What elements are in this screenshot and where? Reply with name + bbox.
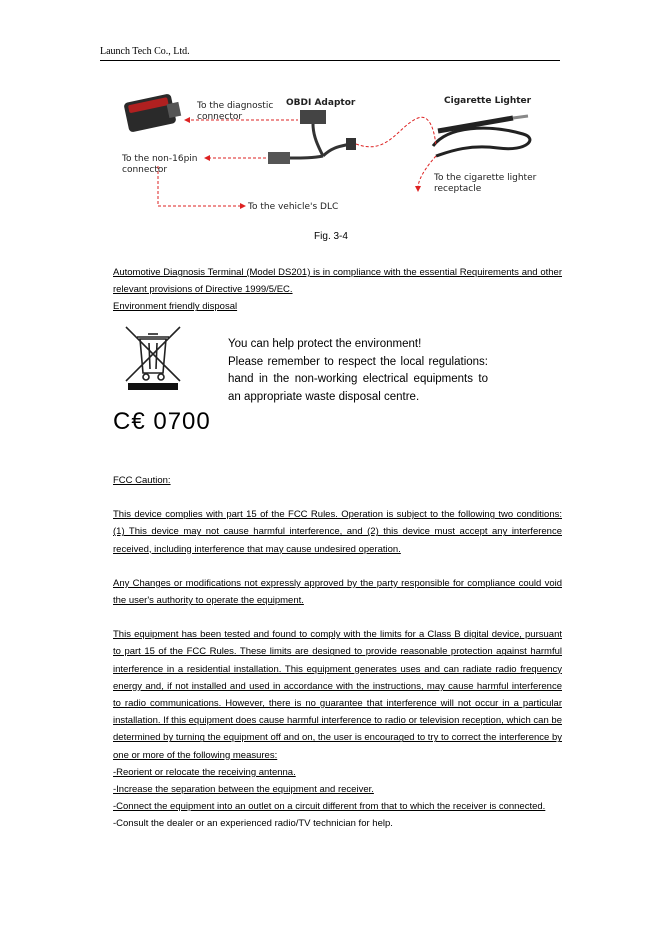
label-receptacle-2: receptacle: [434, 184, 482, 194]
label-non16-1: To the non-16pin: [122, 154, 198, 164]
fcc-section: [113, 472, 562, 833]
ce-mark: [113, 408, 211, 436]
connection-lines: [158, 117, 436, 206]
disposal-heading: Environment friendly disposal: [113, 301, 238, 313]
ce-logo: C€: [113, 408, 146, 435]
eco-line-1: You can help protect the environment!: [228, 338, 422, 350]
fcc-paragraph-1: This device complies with part 15 of the FCC Rules. Operation is subject to the following two conditions: (1) This device may not cause harmful interference, and (2) this device must accept any interference received, including interference that may cause undesired operation.: [113, 509, 562, 555]
label-diagnostic-1: To the diagnostic: [197, 101, 274, 111]
cigarette-lighter-image: [433, 116, 530, 156]
obdi-adaptor-image: [268, 110, 356, 164]
fcc-measure-1: -Reorient or relocate the receiving antenna.: [113, 766, 296, 778]
header-rule: [100, 60, 560, 61]
header-company: Launch Tech Co., Ltd.: [100, 46, 190, 57]
compliance-statement: Automotive Diagnosis Terminal (Model DS201) is in compliance with the essential Requirements and other relevant provisions of Directive 1999/5/EC.: [113, 267, 562, 296]
diagnostic-device-image: [123, 93, 181, 132]
arrow-heads: [184, 117, 421, 209]
ce-number: 0700: [153, 408, 211, 435]
label-obdi-adaptor: OBDI Adaptor: [286, 98, 356, 108]
label-cigarette-lighter: Cigarette Lighter: [444, 96, 532, 106]
label-receptacle-1: To the cigarette lighter: [434, 173, 537, 183]
fcc-measure-3: -Connect the equipment into an outlet on a circuit different from that to which the receiver is connected.: [113, 801, 546, 813]
fcc-paragraph-2: Any Changes or modifications not expressly approved by the party responsible for compliance could void the user's authority to operate the equipment.: [113, 577, 562, 607]
compliance-block: [113, 264, 562, 316]
weee-bin-icon: [122, 325, 184, 391]
label-vehicle-dlc: To the vehicle's DLC: [248, 202, 339, 212]
figure-caption: Fig. 3-4: [314, 231, 348, 242]
fcc-measure-4: -Consult the dealer or an experienced radio/TV technician for help.: [113, 818, 393, 830]
fcc-measure-2: -Increase the separation between the equipment and receiver.: [113, 784, 374, 796]
fcc-paragraph-3: This equipment has been tested and found to comply with the limits for a Class B digital device, pursuant to part 15 of the FCC Rules. These limits are designed to provide reasonable protection against harmful interference in a residential installation. This equipment generates uses and can radiate radio frequency energy and, if not installed and used in accordance with the instructions, may cause harmful interference to radio communications. However, there is no guarantee that interference will not occur in a particular installation. If this equipment does cause harmful interference to radio or television reception, which can be determined by turning the equipment off and on, the user is encouraged to try to correct the interference by one or more of the following measures:: [113, 629, 562, 761]
connection-diagram: [118, 86, 548, 224]
eco-notice: [228, 336, 488, 406]
label-diagnostic-2: connector: [197, 112, 243, 122]
eco-line-2: Please remember to respect the local regulations: hand in the non-working electrical equipments to an appropriate waste disposal centre.: [228, 355, 488, 403]
label-non16-2: connector: [122, 165, 168, 175]
fcc-title: FCC Caution:: [113, 475, 171, 486]
